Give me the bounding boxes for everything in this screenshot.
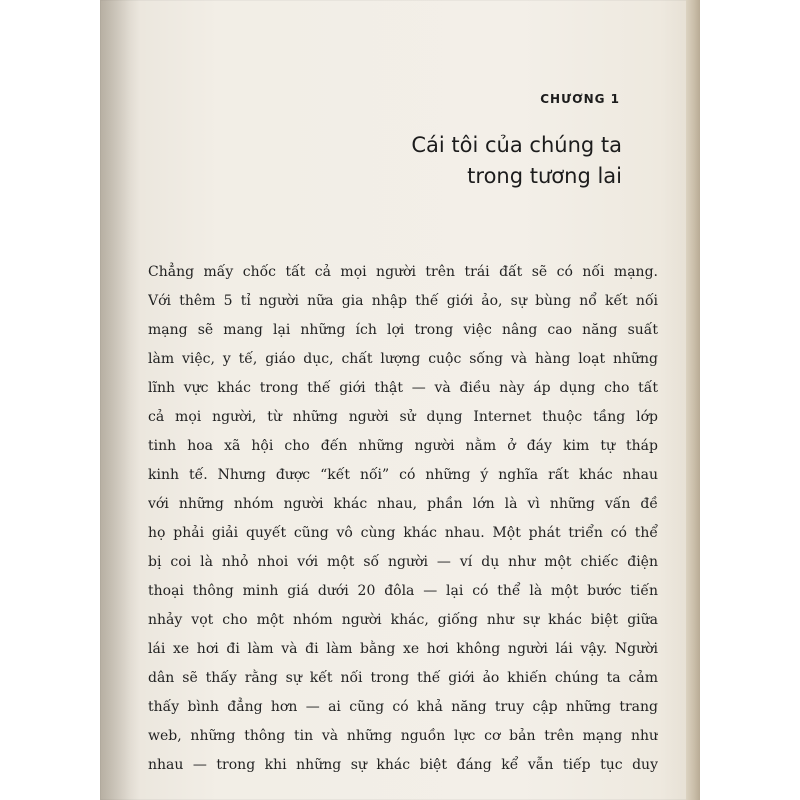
body-line: họ phải giải quyết cũng vô cùng khác nhau. Một phát triển có thể	[148, 525, 658, 541]
chapter-label: CHƯƠNG 1	[540, 92, 620, 106]
body-line: thoại thông minh giá dưới 20 đôla — lại có thể là một bước tiến	[148, 583, 658, 599]
chapter-title-line-1: Cái tôi của chúng ta	[411, 133, 622, 157]
body-paragraph	[148, 258, 658, 780]
body-line: kinh tế. Nhưng được “kết nối” có những ý nghĩa rất khác nhau	[148, 467, 658, 483]
body-line: dân sẽ thấy rằng sự kết nối trong thế giới ảo khiến chúng ta cảm	[148, 670, 658, 686]
chapter-title-line-2: trong tương lai	[467, 164, 622, 188]
body-line: mạng sẽ mang lại những ích lợi trong việc nâng cao năng suất	[148, 322, 658, 338]
body-line: lĩnh vực khác trong thế giới thật — và điều này áp dụng cho tất	[148, 380, 658, 396]
body-line: lái xe hơi đi làm và đi làm bằng xe hơi không người lái vậy. Người	[148, 641, 658, 657]
body-line: bị coi là nhỏ nhoi với một số người — ví dụ như một chiếc điện	[148, 554, 658, 570]
body-line: nhau — trong khi những sự khác biệt đáng kể vẫn tiếp tục duy	[148, 757, 658, 773]
body-line: Với thêm 5 tỉ người nữa gia nhập thế giới ảo, sự bùng nổ kết nối	[148, 293, 658, 309]
gutter-shadow	[100, 0, 140, 800]
body-line: nhảy vọt cho một nhóm người khác, giống như sự khác biệt giữa	[148, 612, 658, 628]
body-line: thấy bình đẳng hơn — ai cũng có khả năng truy cập những trang	[148, 699, 658, 715]
body-line: làm việc, y tế, giáo dục, chất lượng cuộc sống và hàng loạt những	[148, 351, 658, 367]
page-edge	[686, 0, 700, 800]
body-line: cả mọi người, từ những người sử dụng Internet thuộc tầng lớp	[148, 409, 658, 425]
body-line: tinh hoa xã hội cho đến những người nằm ở đáy kim tự tháp	[148, 438, 658, 454]
body-line: với những nhóm người khác nhau, phần lớn là vì những vấn đề	[148, 496, 658, 512]
body-line: Chẳng mấy chốc tất cả mọi người trên trái đất sẽ có nối mạng.	[148, 264, 658, 280]
body-line: web, những thông tin và những nguồn lực cơ bản trên mạng như	[148, 728, 658, 744]
chapter-title	[411, 130, 622, 192]
